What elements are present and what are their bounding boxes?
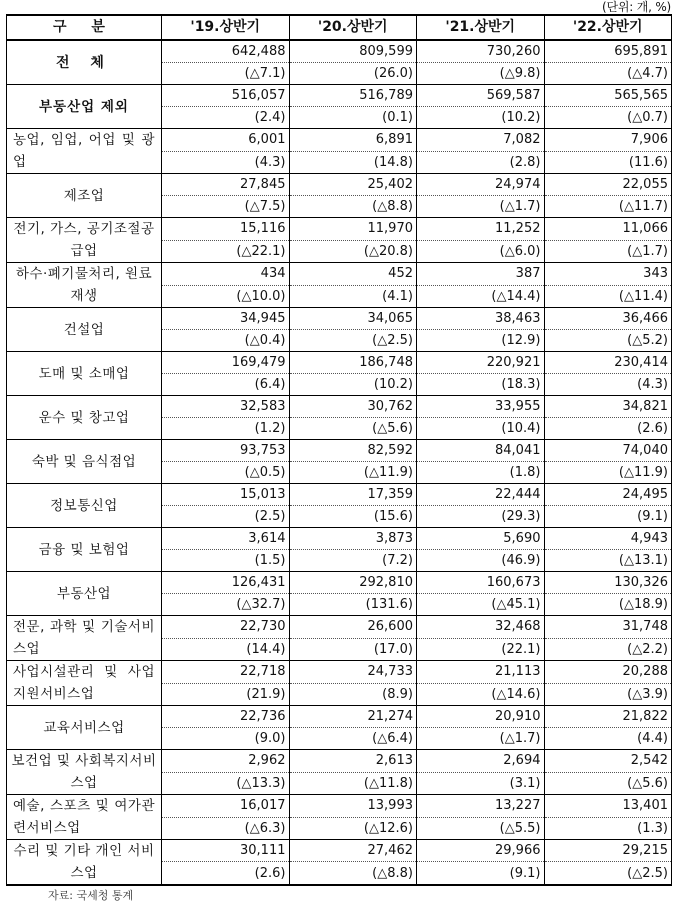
count-cell: 169,479 <box>162 352 290 374</box>
change-rate-cell: (△2.5) <box>544 862 672 885</box>
count-cell: 36,466 <box>544 308 672 330</box>
change-rate-cell: (△0.5) <box>162 462 290 484</box>
change-rate-cell: (△11.9) <box>289 462 417 484</box>
change-rate-cell: (18.3) <box>417 374 545 396</box>
change-rate-cell: (0.1) <box>289 107 417 129</box>
count-cell: 24,495 <box>544 484 672 506</box>
change-rate-cell: (29.3) <box>417 506 545 528</box>
change-rate-cell: (△5.6) <box>289 418 417 440</box>
change-rate-cell: (1.2) <box>162 418 290 440</box>
header-2022h1: '22.상반기 <box>544 15 672 40</box>
table-row-utilities-count <box>7 218 672 241</box>
count-cell: 34,065 <box>289 308 417 330</box>
table-row-transport-count <box>7 396 672 418</box>
count-cell: 13,993 <box>289 795 417 818</box>
change-rate-cell: (3.1) <box>417 772 545 795</box>
change-rate-cell: (1.8) <box>417 462 545 484</box>
header-row <box>7 15 672 40</box>
change-rate-cell: (△12.6) <box>289 817 417 840</box>
row-label-arts: 예술, 스포츠 및 여가관련서비스업 <box>7 795 162 840</box>
count-cell: 93,753 <box>162 440 290 462</box>
change-rate-cell: (△11.4) <box>544 285 672 308</box>
change-rate-cell: (1.5) <box>162 550 290 572</box>
count-cell: 13,401 <box>544 795 672 818</box>
count-cell: 30,111 <box>162 840 290 862</box>
row-label-transport: 운수 및 창고업 <box>7 396 162 440</box>
row-label-ict: 정보통신업 <box>7 484 162 528</box>
count-cell: 220,921 <box>417 352 545 374</box>
change-rate-cell: (6.4) <box>162 374 290 396</box>
count-cell: 21,274 <box>289 706 417 728</box>
header-2021h1: '21.상반기 <box>417 15 545 40</box>
change-rate-cell: (△7.5) <box>162 196 290 218</box>
change-rate-cell: (△5.2) <box>544 330 672 352</box>
table-row-ict-count <box>7 484 672 506</box>
count-cell: 84,041 <box>417 440 545 462</box>
count-cell: 22,055 <box>544 174 672 196</box>
count-cell: 387 <box>417 263 545 286</box>
count-cell: 22,718 <box>162 661 290 684</box>
change-rate-cell: (△5.6) <box>544 772 672 795</box>
change-rate-cell: (△4.7) <box>544 63 672 85</box>
change-rate-cell: (11.6) <box>544 151 672 174</box>
row-label-sewage: 하수·폐기물처리, 원료재생 <box>7 263 162 308</box>
count-cell: 7,906 <box>544 129 672 152</box>
change-rate-cell: (△0.4) <box>162 330 290 352</box>
count-cell: 15,013 <box>162 484 290 506</box>
table-row-construction-count <box>7 308 672 330</box>
change-rate-cell: (4.4) <box>544 728 672 750</box>
count-cell: 230,414 <box>544 352 672 374</box>
table-row-repair-count <box>7 840 672 862</box>
count-cell: 2,613 <box>289 750 417 773</box>
count-cell: 22,444 <box>417 484 545 506</box>
count-cell: 82,592 <box>289 440 417 462</box>
count-cell: 15,116 <box>162 218 290 241</box>
change-rate-cell: (△3.9) <box>544 683 672 706</box>
count-cell: 434 <box>162 263 290 286</box>
change-rate-cell: (△11.8) <box>289 772 417 795</box>
count-cell: 27,462 <box>289 840 417 862</box>
change-rate-cell: (131.6) <box>289 594 417 616</box>
change-rate-cell: (△14.4) <box>417 285 545 308</box>
count-cell: 74,040 <box>544 440 672 462</box>
count-cell: 516,057 <box>162 85 290 107</box>
change-rate-cell: (10.2) <box>289 374 417 396</box>
header-2020h1: '20.상반기 <box>289 15 417 40</box>
count-cell: 13,227 <box>417 795 545 818</box>
change-rate-cell: (△0.7) <box>544 107 672 129</box>
row-label-health: 보건업 및 사회복지서비스업 <box>7 750 162 795</box>
count-cell: 34,945 <box>162 308 290 330</box>
change-rate-cell: (10.4) <box>417 418 545 440</box>
change-rate-cell: (△11.7) <box>544 196 672 218</box>
change-rate-cell: (26.0) <box>289 63 417 85</box>
row-label-wholesale: 도매 및 소매업 <box>7 352 162 396</box>
count-cell: 21,822 <box>544 706 672 728</box>
count-cell: 130,326 <box>544 572 672 594</box>
change-rate-cell: (46.9) <box>417 550 545 572</box>
change-rate-cell: (△1.7) <box>544 240 672 263</box>
change-rate-cell: (9.1) <box>544 506 672 528</box>
change-rate-cell: (4.3) <box>544 374 672 396</box>
count-cell: 126,431 <box>162 572 290 594</box>
count-cell: 3,614 <box>162 528 290 550</box>
change-rate-cell: (△6.3) <box>162 817 290 840</box>
change-rate-cell: (14.4) <box>162 638 290 661</box>
change-rate-cell: (△13.1) <box>544 550 672 572</box>
count-cell: 30,762 <box>289 396 417 418</box>
change-rate-cell: (△8.8) <box>289 196 417 218</box>
table-row-sewage-count <box>7 263 672 286</box>
change-rate-cell: (2.6) <box>162 862 290 885</box>
change-rate-cell: (12.9) <box>417 330 545 352</box>
change-rate-cell: (△20.8) <box>289 240 417 263</box>
count-cell: 32,583 <box>162 396 290 418</box>
header-2019h1: '19.상반기 <box>162 15 290 40</box>
change-rate-cell: (7.2) <box>289 550 417 572</box>
count-cell: 26,600 <box>289 616 417 639</box>
change-rate-cell: (△22.1) <box>162 240 290 263</box>
change-rate-cell: (△6.4) <box>289 728 417 750</box>
change-rate-cell: (△6.0) <box>417 240 545 263</box>
change-rate-cell: (2.8) <box>417 151 545 174</box>
count-cell: 695,891 <box>544 40 672 63</box>
change-rate-cell: (△45.1) <box>417 594 545 616</box>
count-cell: 20,910 <box>417 706 545 728</box>
count-cell: 22,736 <box>162 706 290 728</box>
count-cell: 11,252 <box>417 218 545 241</box>
change-rate-cell: (2.5) <box>162 506 290 528</box>
count-cell: 292,810 <box>289 572 417 594</box>
table-row-manufacturing-count <box>7 174 672 196</box>
row-label-education: 교육서비스업 <box>7 706 162 750</box>
count-cell: 17,359 <box>289 484 417 506</box>
change-rate-cell: (4.1) <box>289 285 417 308</box>
change-rate-cell: (21.9) <box>162 683 290 706</box>
unit-label: (단위: 개, %) <box>601 0 671 14</box>
count-cell: 160,673 <box>417 572 545 594</box>
row-label-total: 전 체 <box>7 40 162 85</box>
table-row-wholesale-count <box>7 352 672 374</box>
count-cell: 33,955 <box>417 396 545 418</box>
change-rate-cell: (1.3) <box>544 817 672 840</box>
count-cell: 32,468 <box>417 616 545 639</box>
business-statistics-table <box>6 14 672 886</box>
change-rate-cell: (△18.9) <box>544 594 672 616</box>
count-cell: 25,402 <box>289 174 417 196</box>
count-cell: 20,288 <box>544 661 672 684</box>
count-cell: 11,066 <box>544 218 672 241</box>
change-rate-cell: (9.0) <box>162 728 290 750</box>
count-cell: 38,463 <box>417 308 545 330</box>
change-rate-cell: (△11.9) <box>544 462 672 484</box>
change-rate-cell: (△5.5) <box>417 817 545 840</box>
row-label-repair: 수리 및 기타 개인 서비스업 <box>7 840 162 886</box>
change-rate-cell: (△32.7) <box>162 594 290 616</box>
change-rate-cell: (△13.3) <box>162 772 290 795</box>
change-rate-cell: (10.2) <box>417 107 545 129</box>
count-cell: 22,730 <box>162 616 290 639</box>
table-row-real-estate-count <box>7 572 672 594</box>
count-cell: 24,733 <box>289 661 417 684</box>
count-cell: 4,943 <box>544 528 672 550</box>
table-row-finance-count <box>7 528 672 550</box>
row-label-business-support: 사업시설관리 및 사업지원서비스업 <box>7 661 162 706</box>
table-row-education-count <box>7 706 672 728</box>
row-label-finance: 금융 및 보험업 <box>7 528 162 572</box>
change-rate-cell: (9.1) <box>417 862 545 885</box>
count-cell: 3,873 <box>289 528 417 550</box>
count-cell: 11,970 <box>289 218 417 241</box>
row-label-excl-real-estate: 부동산업 제외 <box>7 85 162 129</box>
count-cell: 565,565 <box>544 85 672 107</box>
table-row-agriculture-count <box>7 129 672 152</box>
count-cell: 29,966 <box>417 840 545 862</box>
table-row-excl-real-estate-count <box>7 85 672 107</box>
change-rate-cell: (△2.5) <box>289 330 417 352</box>
count-cell: 34,821 <box>544 396 672 418</box>
count-cell: 642,488 <box>162 40 290 63</box>
count-cell: 452 <box>289 263 417 286</box>
change-rate-cell: (△1.7) <box>417 728 545 750</box>
count-cell: 516,789 <box>289 85 417 107</box>
table-row-health-count <box>7 750 672 773</box>
change-rate-cell: (2.6) <box>544 418 672 440</box>
count-cell: 6,001 <box>162 129 290 152</box>
row-label-science: 전문, 과학 및 기술서비스업 <box>7 616 162 661</box>
table-row-business-support-count <box>7 661 672 684</box>
count-cell: 24,974 <box>417 174 545 196</box>
change-rate-cell: (14.8) <box>289 151 417 174</box>
count-cell: 21,113 <box>417 661 545 684</box>
source-footnote: 자료: 국세청 통계 <box>48 889 134 902</box>
header-category: 구 분 <box>7 15 162 40</box>
count-cell: 569,587 <box>417 85 545 107</box>
change-rate-cell: (△9.8) <box>417 63 545 85</box>
change-rate-cell: (22.1) <box>417 638 545 661</box>
change-rate-cell: (2.4) <box>162 107 290 129</box>
count-cell: 343 <box>544 263 672 286</box>
row-label-agriculture: 농업, 임업, 어업 및 광업 <box>7 129 162 174</box>
count-cell: 29,215 <box>544 840 672 862</box>
change-rate-cell: (△10.0) <box>162 285 290 308</box>
table-row-accommodation-count <box>7 440 672 462</box>
table-row-arts-count <box>7 795 672 818</box>
change-rate-cell: (△14.6) <box>417 683 545 706</box>
count-cell: 809,599 <box>289 40 417 63</box>
count-cell: 730,260 <box>417 40 545 63</box>
row-label-utilities: 전기, 가스, 공기조절공급업 <box>7 218 162 263</box>
row-label-construction: 건설업 <box>7 308 162 352</box>
change-rate-cell: (8.9) <box>289 683 417 706</box>
table-row-total-count <box>7 40 672 63</box>
count-cell: 6,891 <box>289 129 417 152</box>
change-rate-cell: (△8.8) <box>289 862 417 885</box>
count-cell: 7,082 <box>417 129 545 152</box>
row-label-manufacturing: 제조업 <box>7 174 162 218</box>
count-cell: 16,017 <box>162 795 290 818</box>
change-rate-cell: (17.0) <box>289 638 417 661</box>
change-rate-cell: (△1.7) <box>417 196 545 218</box>
row-label-accommodation: 숙박 및 음식점업 <box>7 440 162 484</box>
change-rate-cell: (△7.1) <box>162 63 290 85</box>
row-label-real-estate: 부동산업 <box>7 572 162 616</box>
count-cell: 2,962 <box>162 750 290 773</box>
count-cell: 186,748 <box>289 352 417 374</box>
count-cell: 2,694 <box>417 750 545 773</box>
table-row-science-count <box>7 616 672 639</box>
count-cell: 31,748 <box>544 616 672 639</box>
count-cell: 5,690 <box>417 528 545 550</box>
change-rate-cell: (15.6) <box>289 506 417 528</box>
count-cell: 27,845 <box>162 174 290 196</box>
change-rate-cell: (△2.2) <box>544 638 672 661</box>
change-rate-cell: (4.3) <box>162 151 290 174</box>
count-cell: 2,542 <box>544 750 672 773</box>
